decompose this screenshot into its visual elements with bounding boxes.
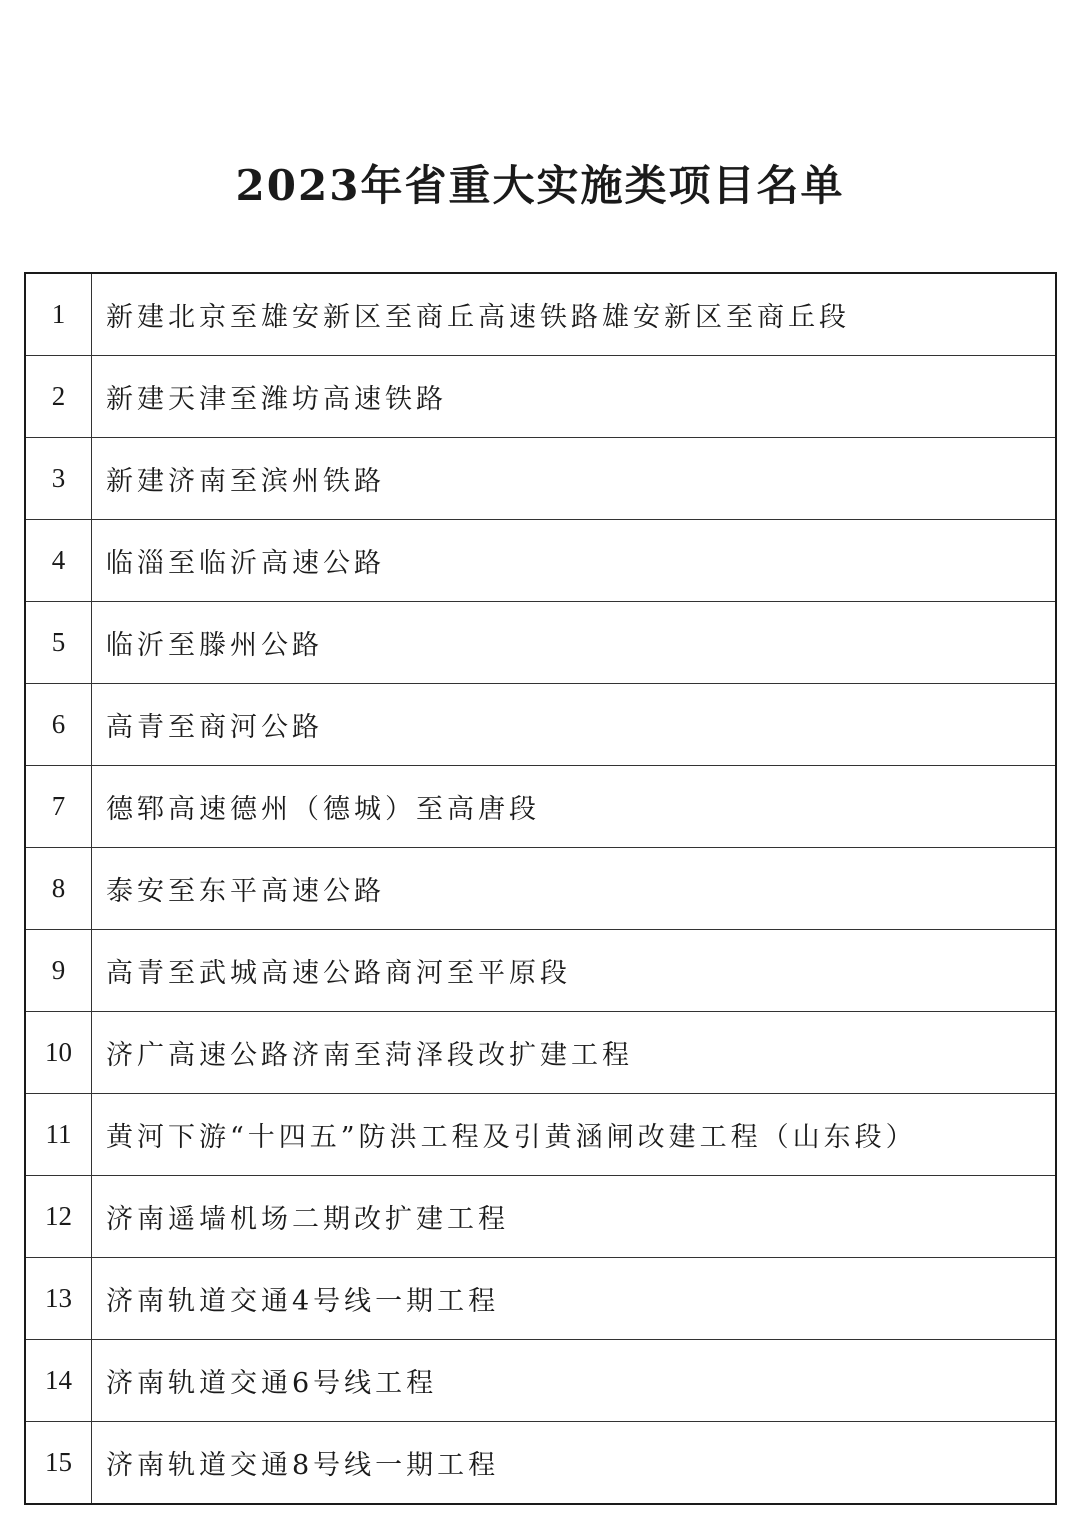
project-table [24,272,1057,1505]
table-row [25,1340,1056,1422]
table-row [25,438,1056,520]
project-name: 高青至武城高速公路商河至平原段 [92,930,1057,1012]
row-index: 10 [25,1012,92,1094]
row-index: 6 [25,684,92,766]
project-name: 黄河下游“十四五”防洪工程及引黄涵闸改建工程（山东段） [92,1094,1057,1176]
project-name: 高青至商河公路 [92,684,1057,766]
project-name: 德郓高速德州（德城）至高唐段 [92,766,1057,848]
table-row [25,930,1056,1012]
page-title: 2023年省重大实施类项目名单 [235,161,845,210]
table-row [25,1422,1056,1505]
row-index: 11 [25,1094,92,1176]
project-name: 临沂至滕州公路 [92,602,1057,684]
row-index: 1 [25,273,92,356]
row-index: 3 [25,438,92,520]
table-row [25,848,1056,930]
row-index: 5 [25,602,92,684]
table-row [25,1012,1056,1094]
row-index: 8 [25,848,92,930]
table-row [25,602,1056,684]
row-index: 12 [25,1176,92,1258]
project-name: 济南轨道交通4号线一期工程 [92,1258,1057,1340]
table-row [25,766,1056,848]
project-name: 泰安至东平高速公路 [92,848,1057,930]
table-row [25,520,1056,602]
row-index: 4 [25,520,92,602]
project-name: 临淄至临沂高速公路 [92,520,1057,602]
row-index: 7 [25,766,92,848]
project-name: 济南轨道交通8号线一期工程 [92,1422,1057,1505]
project-name: 新建济南至滨州铁路 [92,438,1057,520]
project-name: 济广高速公路济南至菏泽段改扩建工程 [92,1012,1057,1094]
row-index: 2 [25,356,92,438]
row-index: 15 [25,1422,92,1505]
table-row [25,273,1056,356]
project-name: 新建天津至潍坊高速铁路 [92,356,1057,438]
project-name: 济南遥墙机场二期改扩建工程 [92,1176,1057,1258]
table-row [25,684,1056,766]
row-index: 13 [25,1258,92,1340]
table-row [25,1258,1056,1340]
table-row [25,1176,1056,1258]
table-row [25,356,1056,438]
project-name: 济南轨道交通6号线工程 [92,1340,1057,1422]
row-index: 9 [25,930,92,1012]
project-name: 新建北京至雄安新区至商丘高速铁路雄安新区至商丘段 [92,273,1057,356]
table-row [25,1094,1056,1176]
row-index: 14 [25,1340,92,1422]
